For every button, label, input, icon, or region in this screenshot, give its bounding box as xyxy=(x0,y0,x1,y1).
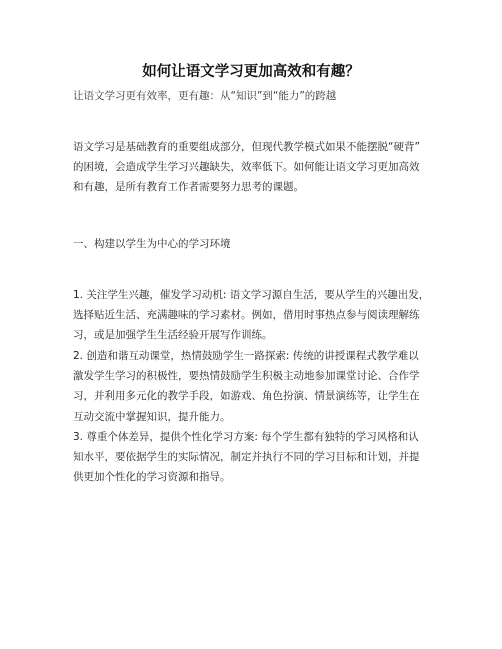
list-item-line: 习，并利用多元化的教学手段，如游戏、角色扮演、情景演练等，让学生在 xyxy=(73,390,420,403)
intro-line: 语文学习是基础教育的重要组成部分，但现代教学模式如果不能摆脱“硬背” xyxy=(73,141,420,153)
intro-paragraph xyxy=(73,137,443,198)
list-item-line: 习，或是加强学生生活经验开展写作训练。 xyxy=(73,329,273,342)
list-item-3 xyxy=(73,427,443,488)
list-item-line: 3. 尊重个体差异，提供个性化学习方案: 每个学生都有独特的学习风格和认 xyxy=(73,431,419,443)
intro-line: 和有趣，是所有教育工作者需要努力思考的课题。 xyxy=(73,181,304,194)
page-subtitle: 让语文学习更有效率，更有趣：从“知识”到“能力”的跨越 xyxy=(73,90,337,102)
list-item-line: 2. 创造和谐互动课堂，热情鼓励学生一路探索: 传统的讲授课程式教学难以 xyxy=(73,350,419,362)
list-item-line: 激发学生学习的积极性，要热情鼓励学生积极主动地参加课堂讨论、合作学 xyxy=(73,370,420,383)
list-item-1 xyxy=(73,285,443,346)
list-item-line: 供更加个性化的学习资源和指导。 xyxy=(73,471,231,484)
page-title: 如何让语文学习更加高效和有趣？ xyxy=(142,64,360,80)
list-item-line: 1. 关注学生兴趣，催发学习动机: 语文学习源自生活，要从学生的兴趣出发， xyxy=(73,289,430,301)
intro-line: 的困境，会造成学生学习兴趣缺失，效率低下。如何能让语文学习更加高效 xyxy=(73,161,420,174)
list-item-line: 知水平，要依据学生的实际情况，制定并执行不同的学习目标和计划，并提 xyxy=(73,451,420,464)
list-item-line: 互动交流中掌握知识，提升能力。 xyxy=(73,410,231,423)
list-item-line: 选择贴近生活、充满趣味的学习素材。例如，借用时事热点参与阅读理解练 xyxy=(73,309,420,322)
section-heading: 一、构建以学生为中心的学习环境 xyxy=(73,238,231,250)
list-item-2 xyxy=(73,346,443,427)
